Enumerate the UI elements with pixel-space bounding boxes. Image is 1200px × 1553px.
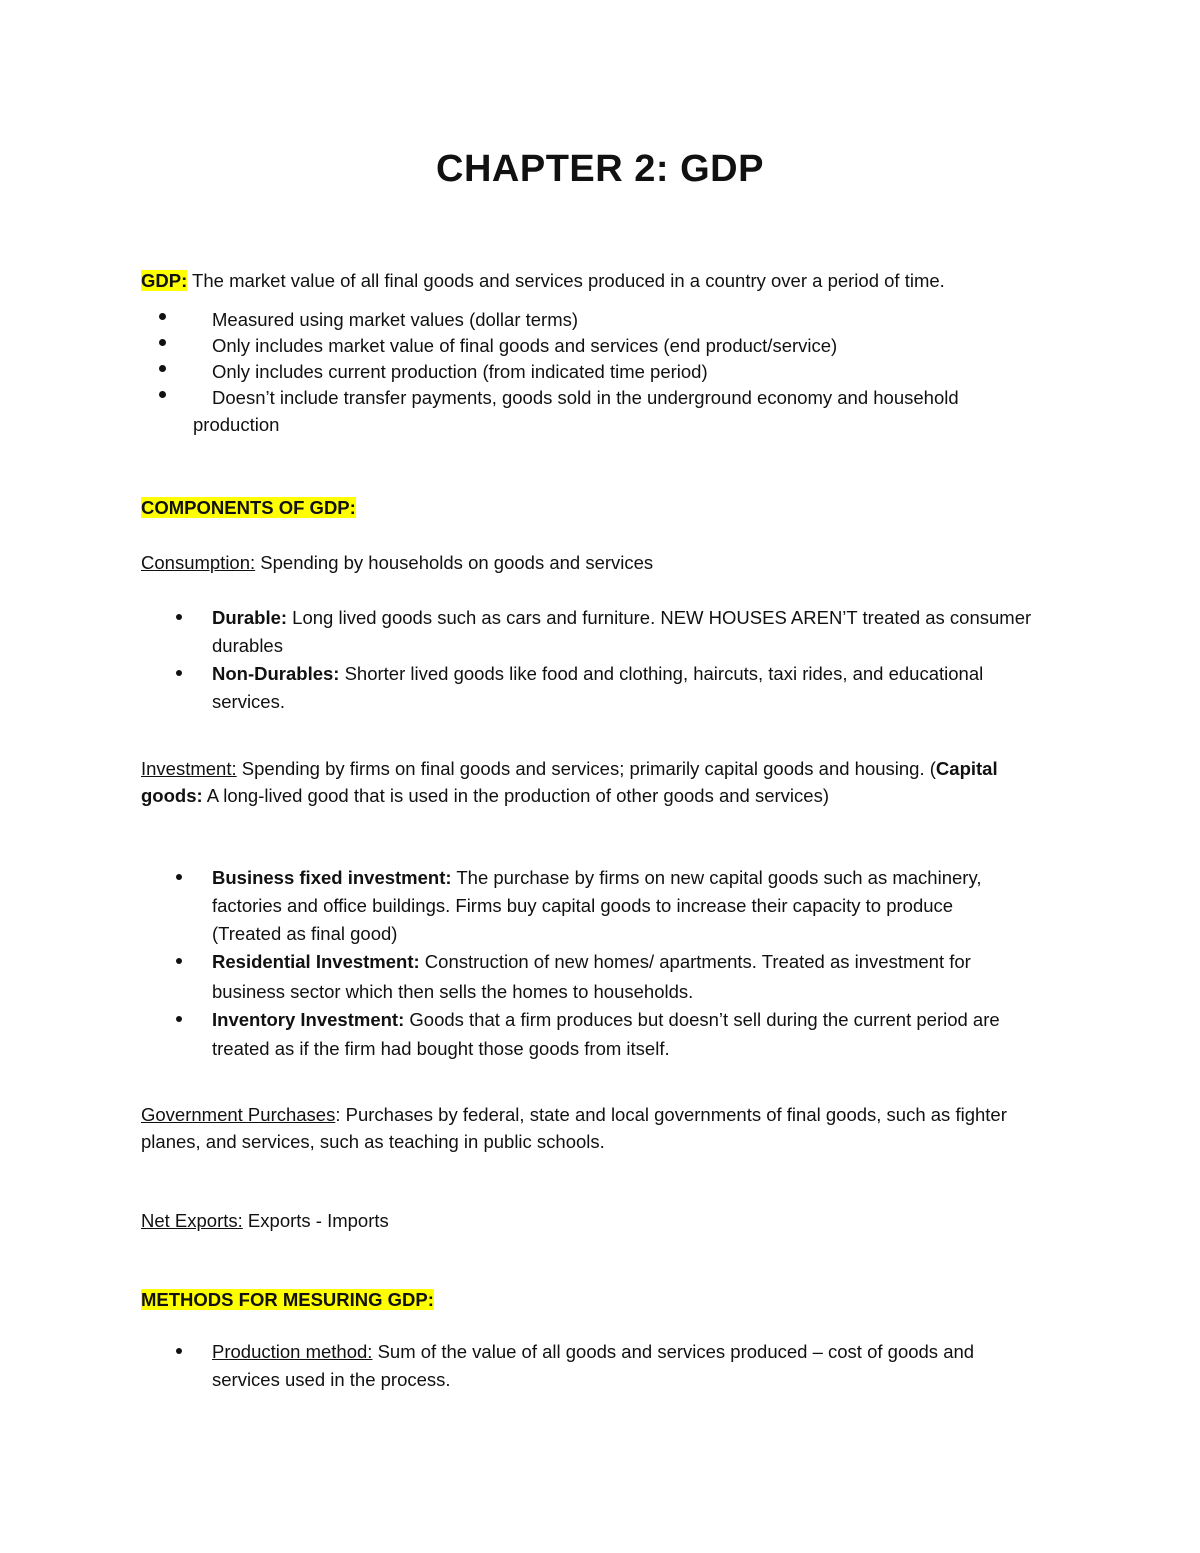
components-heading-text: COMPONENTS OF GDP: (141, 497, 356, 518)
list-item: Only includes current production (from indicated time period) (212, 361, 708, 382)
capital-term: Capital (935, 758, 998, 779)
bullet-icon (176, 1348, 182, 1354)
bullet-icon (159, 313, 166, 320)
bullet-icon (159, 391, 166, 398)
investment-definition-continuation (141, 782, 1071, 810)
methods-heading-text: METHODS FOR MESURING GDP: (141, 1289, 434, 1310)
components-heading (141, 494, 1071, 522)
gdp-definition-text: The market value of all final goods and services produced in a country over a period of time. (187, 270, 945, 291)
list-item-text: Sum of the value of all goods and services produced – cost of goods and (372, 1341, 975, 1362)
list-item-continuation: business sector which then sells the homes to households. (212, 981, 694, 1002)
list-item-continuation: services used in the process. (212, 1369, 451, 1390)
list-item-text: Construction of new homes/ apartments. Treated as investment for (419, 951, 971, 972)
list-item-continuation: treated as if the firm had bought those goods from itself. (212, 1038, 670, 1059)
list-item-text: Shorter lived goods like food and clothing, haircuts, taxi rides, and educational (339, 663, 984, 684)
net-exports-definition (141, 1207, 1071, 1235)
list-item-term: Residential Investment: (212, 951, 420, 972)
investment-term: Investment: (141, 758, 237, 779)
government-text: Purchases by federal, state and local governments of final goods, such as fighter (340, 1104, 1007, 1125)
list-item-continuation: durables (212, 635, 283, 656)
list-item (212, 948, 1072, 976)
capital-goods-text: A long-lived good that is used in the production of other goods and services) (202, 785, 829, 806)
government-term: Government Purchases (141, 1104, 336, 1125)
page-title: CHAPTER 2: GDP (436, 148, 764, 190)
bullet-icon (176, 1016, 182, 1022)
bullet-icon (176, 614, 182, 620)
list-item (212, 864, 1072, 892)
gdp-term: GDP: (141, 270, 188, 291)
methods-heading (141, 1286, 1071, 1314)
bullet-icon (159, 365, 166, 372)
list-item-term: Durable: (212, 607, 288, 628)
list-item-term: Production method: (212, 1341, 373, 1362)
net-exports-text: Exports - Imports (242, 1210, 389, 1231)
list-item (212, 1338, 1072, 1366)
consumption-text: Spending by households on goods and services (255, 552, 654, 573)
list-item-term: Business fixed investment: (212, 867, 452, 888)
bullet-icon (176, 958, 182, 964)
bullet-icon (176, 670, 182, 676)
list-item (212, 1006, 1072, 1034)
list-item-text: Goods that a firm produces but doesn’t sell during the current period are (404, 1009, 1000, 1030)
net-exports-term: Net Exports: (141, 1210, 243, 1231)
list-item: Doesn’t include transfer payments, goods sold in the underground economy and household (212, 387, 959, 408)
bullet-icon (159, 339, 166, 346)
list-item-text: The purchase by firms on new capital goods such as machinery, (451, 867, 982, 888)
investment-text: Spending by firms on final goods and services; primarily capital goods and housing. ( (236, 758, 936, 779)
gdp-definition (141, 267, 1071, 295)
list-item: Measured using market values (dollar terms) (212, 309, 579, 330)
consumption-definition (141, 549, 1071, 577)
government-definition-continuation: planes, and services, such as teaching in public schools. (141, 1131, 605, 1152)
list-item-text: Long lived goods such as cars and furniture. NEW HOUSES AREN’T treated as consumer (287, 607, 1032, 628)
list-item (212, 660, 1072, 688)
goods-term: goods: (141, 785, 203, 806)
list-item-continuation: factories and office buildings. Firms buy capital goods to increase their capacity to produce (212, 895, 954, 916)
list-item-term: Inventory Investment: (212, 1009, 405, 1030)
bullet-icon (176, 874, 182, 880)
consumption-term: Consumption: (141, 552, 256, 573)
list-item-continuation: production (193, 414, 280, 435)
list-item-continuation: (Treated as final good) (212, 923, 398, 944)
government-colon: : (335, 1104, 341, 1125)
list-item-term: Non-Durables: (212, 663, 340, 684)
government-definition (141, 1101, 1071, 1129)
investment-definition (141, 755, 1071, 783)
list-item: Only includes market value of final goods and services (end product/service) (212, 335, 838, 356)
list-item-continuation: services. (212, 691, 285, 712)
list-item (212, 604, 1072, 632)
